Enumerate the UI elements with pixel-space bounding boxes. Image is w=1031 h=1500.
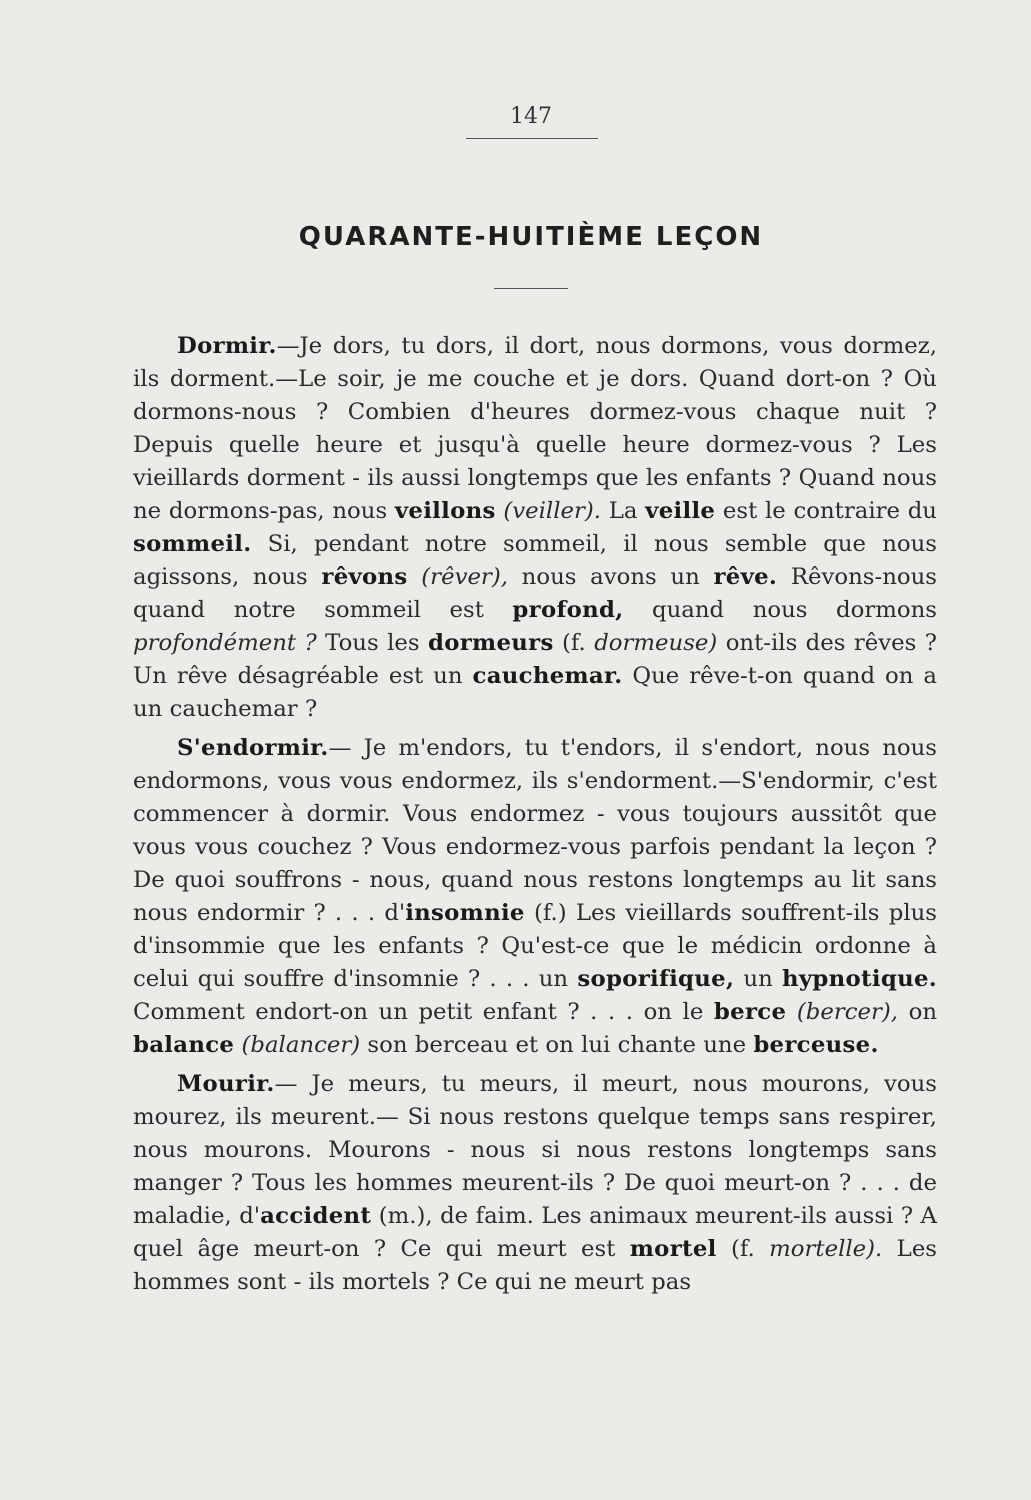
text-run: ont-ils des rêves ? Un rêve désagréable est un <box>133 630 937 689</box>
text-run: (f.) Les vieillards souffrent-ils plus d'insommie que les enfants ? Qu'est-ce que le médicin ordonne à celui qui souffre d'insomnie ? . . . un <box>133 900 937 992</box>
bold-term: cauchemar. <box>472 663 623 689</box>
text-run: — Je meurs, tu meurs, il meurt, nous mourons, vous mourez, ils meurent.— Si nous restons quelque temps sans respirer, nous mourons. Mourons - nous si nous restons longtemps sans manger ? Tous les hommes meurent-ils ? De quoi meurt-on ? . . . de maladie, d' <box>133 1071 937 1229</box>
text-run: La <box>601 498 646 524</box>
bold-term: soporifique, <box>577 966 735 992</box>
text-run: Comment endort-on un petit enfant ? . . . on le <box>133 999 714 1025</box>
text-run: Que rêve-t-on quand on a un cauchemar ? <box>133 663 937 722</box>
title-rule <box>494 288 568 289</box>
italic-note: (balancer) <box>241 1032 361 1058</box>
header-rule <box>466 138 598 139</box>
paragraph-dormir <box>133 330 937 726</box>
text-run: (f. <box>716 1236 770 1262</box>
italic-note: (veiller). <box>503 498 602 524</box>
italic-note: (rêver), <box>421 564 508 590</box>
text-run: — Je m'endors, tu t'endors, il s'endort, nous nous endormons, vous vous endormez, ils s'endorment.—S'endormir, c'est commencer à dormir. Vous endormez - vous toujours aussitôt que vous vous couchez ? Vous endormez-vous parfois pendant la leçon ? De quoi souffrons - nous, quand nous restons longtemps au lit sans nous endormir ? . . . d' <box>133 735 937 926</box>
text-run: Si, pendant notre sommeil, il nous semble que nous agissons, nous <box>133 531 937 590</box>
bold-term: rêvons <box>321 564 408 590</box>
bold-term: profond, <box>512 597 624 623</box>
text-run <box>408 564 422 590</box>
bold-term: veille <box>645 498 716 524</box>
bold-term: sommeil. <box>133 531 252 557</box>
text-run: quand nous dormons <box>623 597 937 623</box>
bold-term: insomnie <box>405 900 525 926</box>
paragraph-mourir <box>133 1068 937 1299</box>
bold-term: balance <box>133 1032 235 1058</box>
text-run: (f. <box>553 630 595 656</box>
italic-note: mortelle). <box>769 1236 883 1262</box>
paragraph-sendormir <box>133 732 937 1062</box>
bold-term: berceuse. <box>753 1032 879 1058</box>
bold-term: hypnotique. <box>782 966 937 992</box>
text-run: un <box>734 966 782 992</box>
italic-note: (bercer), <box>796 999 899 1025</box>
text-run: Rêvons-nous quand notre sommeil est <box>133 564 937 623</box>
text-run: on <box>898 999 938 1025</box>
page-number: 147 <box>510 104 552 129</box>
text-run: est le contraire du <box>715 498 937 524</box>
text-run: Tous les <box>316 630 428 656</box>
bold-term: rêve. <box>713 564 778 590</box>
text-run: (m.), de faim. Les animaux meurent-ils aussi ? A quel âge meurt-on ? Ce qui meurt est <box>133 1203 937 1262</box>
bold-term: Dormir. <box>177 333 277 359</box>
lesson-body <box>133 330 937 1305</box>
italic-note: dormeuse) <box>594 630 718 656</box>
text-run: son berceau et on lui chante une <box>360 1032 754 1058</box>
text-run <box>786 999 797 1025</box>
bold-term: mortel <box>629 1236 717 1262</box>
lesson-title: QUARANTE-HUITIÈME LEÇON <box>298 222 764 252</box>
bold-term: berce <box>713 999 787 1025</box>
text-run: nous avons un <box>507 564 714 590</box>
italic-note: profondément ? <box>133 630 317 656</box>
bold-term: Mourir. <box>177 1071 275 1097</box>
text-run: Les hommes sont - ils mortels ? Ce qui ne meurt pas <box>133 1236 938 1295</box>
bold-term: accident <box>260 1203 372 1229</box>
text-run: —Je dors, tu dors, il dort, nous dormons, vous dormez, ils dorment.—Le soir, je me couche et je dors. Quand dort-on ? Où dormons-nous ? Combien d'heures dormez-vous chaque nuit ? Depuis quelle heure et jusqu'à quelle heure dormez-vous ? Les vieillards dorment - ils aussi longtemps que les enfants ? Quand nous ne dormons-pas, nous <box>133 333 937 524</box>
bold-term: dormeurs <box>428 630 554 656</box>
bold-term: S'endormir. <box>177 735 329 761</box>
bold-term: veillons <box>394 498 496 524</box>
